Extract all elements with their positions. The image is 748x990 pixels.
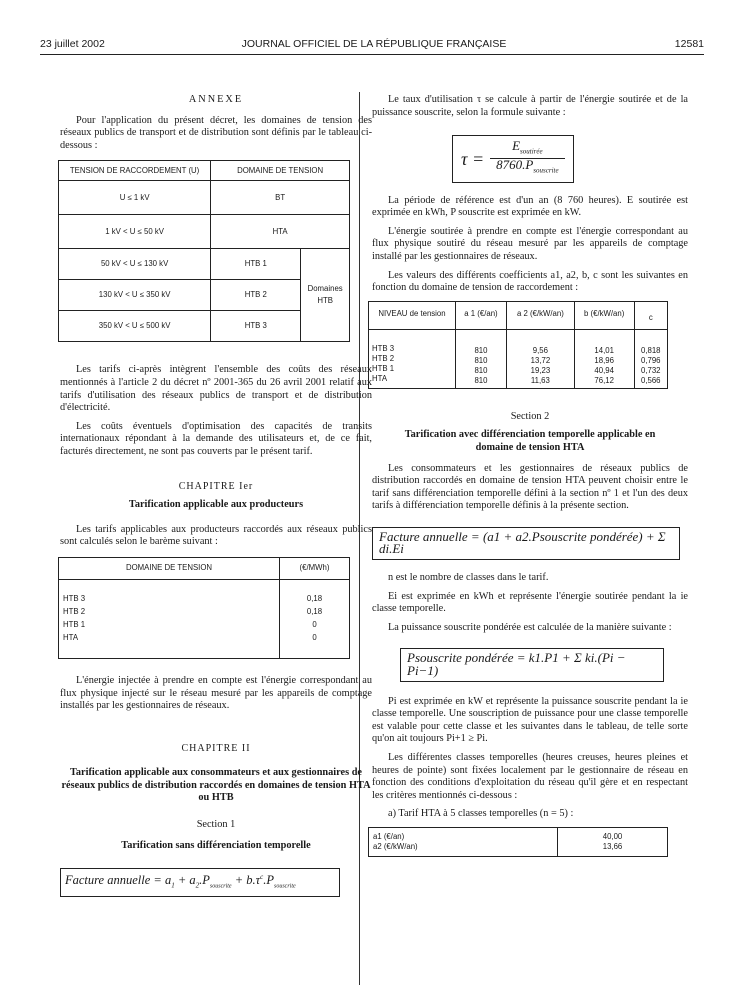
header-date: 23 juillet 2002 — [40, 38, 105, 50]
paragraph: Le taux d'utilisation τ se calcule à partir de l'énergie soutirée et de la puissance souscrite, selon la formule suivante : — [372, 94, 688, 118]
formula-part: souscrite — [209, 883, 232, 890]
producer-table-header-2: (€/MWh) — [280, 557, 350, 579]
section-2-subtitle: Tarification avec différenciation temporelle applicable en domaine de tension HTA — [404, 429, 656, 453]
coef-value: 13,72 — [530, 355, 551, 365]
paragraph: Les tarifs ci-après intègrent l'ensemble des coûts des réseaux mentionnés à l'article 2 du décret nº 2001-365 du 26 avril 2001 relatif aux tarifs d'utilisation des réseaux publics de transport et de distribution d'électricité. — [60, 364, 372, 414]
coef-header: a 2 (€/kW/an) — [506, 301, 574, 329]
header-rule — [40, 54, 704, 55]
chapter-2-title: CHAPITRE II — [181, 742, 251, 754]
tension-table — [58, 160, 350, 342]
formula-denominator: 8760.P — [496, 157, 534, 173]
coef-value: 14,01 — [594, 345, 614, 355]
coef-header: a 1 (€/an) — [456, 301, 507, 329]
paragraph: La période de référence est d'un an (8 760 heures). E soutirée est exprimée en kWh, P souscrite est exprimée en kW. — [372, 194, 688, 219]
producer-row-label: HTA — [63, 632, 79, 642]
coef-level: HTA — [372, 373, 388, 383]
producer-row-value: 0,18 — [306, 606, 323, 616]
domain-cell: HTB 2 — [211, 280, 301, 311]
coef-value: 18,96 — [594, 355, 614, 365]
section-2-title: Section 2 — [510, 410, 550, 422]
producer-row-label: HTB 1 — [63, 619, 86, 629]
producer-row-value: 0 — [312, 632, 317, 642]
formula-denominator-sub: souscrite — [533, 166, 559, 175]
htb-group-cell: Domaines HTB — [301, 249, 350, 342]
section-1-subtitle: Tarification sans différenciation temporelle — [121, 839, 311, 851]
formula-tau — [452, 135, 574, 182]
hta-row-value: 13,66 — [602, 841, 623, 851]
hta-row-label: a2 (€/kW/an) — [373, 841, 418, 851]
hta-row-label: a1 (€/an) — [373, 831, 405, 841]
coef-value: 0,566 — [641, 375, 661, 385]
formula-part: souscrite — [274, 883, 296, 890]
tension-cell: U ≤ 1 kV — [59, 181, 211, 215]
tension-cell: 350 kV < U ≤ 500 kV — [59, 311, 211, 342]
coef-level: HTB 1 — [372, 363, 395, 373]
domain-cell: HTB 1 — [211, 249, 301, 280]
coef-value: 76,12 — [594, 375, 614, 385]
formula-puissance-ponderee: Psouscrite pondérée = k1.P1 + Σ ki.(Pi − Pi−1) — [400, 648, 664, 681]
paragraph: L'énergie injectée à prendre en compte est l'énergie correspondant au flux physique injecté sur le réseau mesuré par les appareils de comptage installés par les gestionnaires de réseaux. — [60, 674, 372, 712]
coef-value: 19,23 — [530, 365, 551, 375]
left-column — [60, 62, 372, 897]
formula-numerator-sub: soutirée — [520, 147, 543, 156]
paragraph: La puissance souscrite pondérée est calculée de la manière suivante : — [388, 621, 672, 633]
tension-cell: 1 kV < U ≤ 50 kV — [59, 215, 211, 249]
paragraph: a) Tarif HTA à 5 classes temporelles (n = 5) : — [388, 808, 574, 820]
tension-cell: 50 kV < U ≤ 130 kV — [59, 249, 211, 280]
paragraph: Les valeurs des différents coefficients a1, a2, b, c sont les suivantes en fonction du domaine de tension de raccordement : — [372, 269, 688, 294]
coef-value: 40,94 — [594, 365, 614, 375]
paragraph: Les différentes classes temporelles (heures creuses, heures pleines et heures de pointe) sont fixées localement par le gestionnaire de réseau en fonction des conditions d'exploitation du réseau qu'il gère et en respectant les critères mentionnés ci-dessous : — [372, 752, 688, 801]
coef-value: 0,818 — [641, 345, 661, 355]
tension-table-header-1: TENSION DE RACCORDEMENT (U) — [59, 161, 211, 181]
formula-sans-differenciation: Facture annuelle = $a_1 + a_2.P_{souscrite} + b.\tau^c.P_{souscrite}$ — [60, 868, 340, 896]
hta-5-classes-table — [368, 827, 668, 857]
annexe-intro: Pour l'application du présent décret, les domaines de tension des réseaux publics de transport et de distribution sont définis par le tableau ci-dessous : — [60, 114, 372, 151]
paragraph: Les coûts éventuels d'optimisation des capacités de transits internationaux répondant à la demande des utilisateurs et, de ce fait, facturés directement, ne sont pas couverts par le présent tarif. — [60, 420, 372, 457]
formula-part: Facture annuelle = a — [65, 873, 172, 888]
coef-value: 810 — [474, 345, 488, 355]
paragraph: Pi est exprimée en kW et représente la puissance souscrite pendant la ie classe temporelle. Une souscription de puissance pour une classe temporelle est valable pour cette classe et les suivantes dans le tableau, de telle sorte qu'on ait toujours Pi+1 ≥ Pi. — [372, 695, 688, 745]
coef-level: HTB 2 — [372, 353, 395, 363]
formula-part: + b.τ — [231, 873, 261, 888]
producer-tariff-table — [58, 557, 350, 659]
domain-cell: HTB 3 — [211, 311, 301, 342]
annexe-title: ANNEXE — [188, 94, 244, 105]
tension-table-header-2: DOMAINE DE TENSION — [211, 161, 350, 181]
coef-value: 810 — [474, 355, 488, 365]
producer-row-label: HTB 3 — [63, 593, 86, 603]
coef-header: c — [634, 301, 667, 329]
chapter-1-title: CHAPITRE Ier — [178, 480, 254, 492]
hta-row-value: 40,00 — [602, 831, 623, 841]
paragraph: n est le nombre de classes dans le tarif. — [388, 572, 549, 584]
domain-cell: HTA — [211, 215, 350, 249]
domain-cell: BT — [211, 181, 350, 215]
coefficients-table — [368, 301, 668, 389]
formula-part: + a — [174, 873, 196, 888]
paragraph: Ei est exprimée en kWh et représente l'énergie soutirée pendant la ie classe temporelle. — [372, 590, 688, 615]
formula-part: .P — [263, 873, 275, 888]
coef-level: HTB 3 — [372, 343, 395, 353]
formula-numerator: E — [512, 138, 521, 154]
producer-table-header-1: DOMAINE DE TENSION — [59, 557, 280, 579]
coef-value: 0,796 — [641, 355, 661, 365]
coef-value: 0,732 — [641, 365, 661, 375]
header-journal: JOURNAL OFFICIEL DE LA RÉPUBLIQUE FRANÇAISE — [241, 38, 507, 50]
header-page: 12581 — [674, 38, 704, 50]
section-1-title: Section 1 — [196, 819, 236, 831]
formula-facture-differenciee: Facture annuelle = (a1 + a2.Psouscrite pondérée) + Σ di.Ei — [372, 527, 680, 560]
paragraph: Les tarifs applicables aux producteurs raccordés aux réseaux publics sont calculés selon le barème suivant : — [60, 523, 372, 548]
chapter-1-subtitle: Tarification applicable aux producteurs — [128, 499, 304, 511]
right-column — [372, 62, 688, 857]
paragraph: L'énergie soutirée à prendre en compte est l'énergie correspondant au flux physique soutiré du réseau mesuré par les appareils de comptage installé par les gestionnaires de réseaux. — [372, 225, 688, 262]
tension-cell: 130 kV < U ≤ 350 kV — [59, 280, 211, 311]
producer-row-label: HTB 2 — [63, 606, 86, 616]
coef-value: 9,56 — [532, 345, 548, 355]
coef-value: 11,63 — [530, 375, 550, 385]
producer-row-value: 0,18 — [306, 593, 323, 603]
formula-part: .P — [199, 873, 210, 888]
chapter-2-subtitle: Tarification applicable aux consommateurs et aux gestionnaires de réseaux publics de distribution raccordés en domaines de tension HTA ou HTB — [61, 767, 371, 804]
coef-value: 810 — [474, 375, 488, 385]
coef-header: NIVEAU de tension — [369, 301, 456, 329]
formula-part: c — [260, 873, 264, 882]
formula-tau-label: τ = — [461, 148, 485, 169]
paragraph: Les consommateurs et les gestionnaires de réseaux publics de distribution raccordés en domaine de tension HTA peuvent choisir entre le tarif sans différenciation temporelle défini à la section nº 1 et l'un des deux tarifs à différenciation temporelle définis à la présente section. — [372, 462, 688, 512]
coef-value: 810 — [474, 365, 488, 375]
producer-row-value: 0 — [312, 619, 317, 629]
coef-header: b (€/kW/an) — [574, 301, 634, 329]
